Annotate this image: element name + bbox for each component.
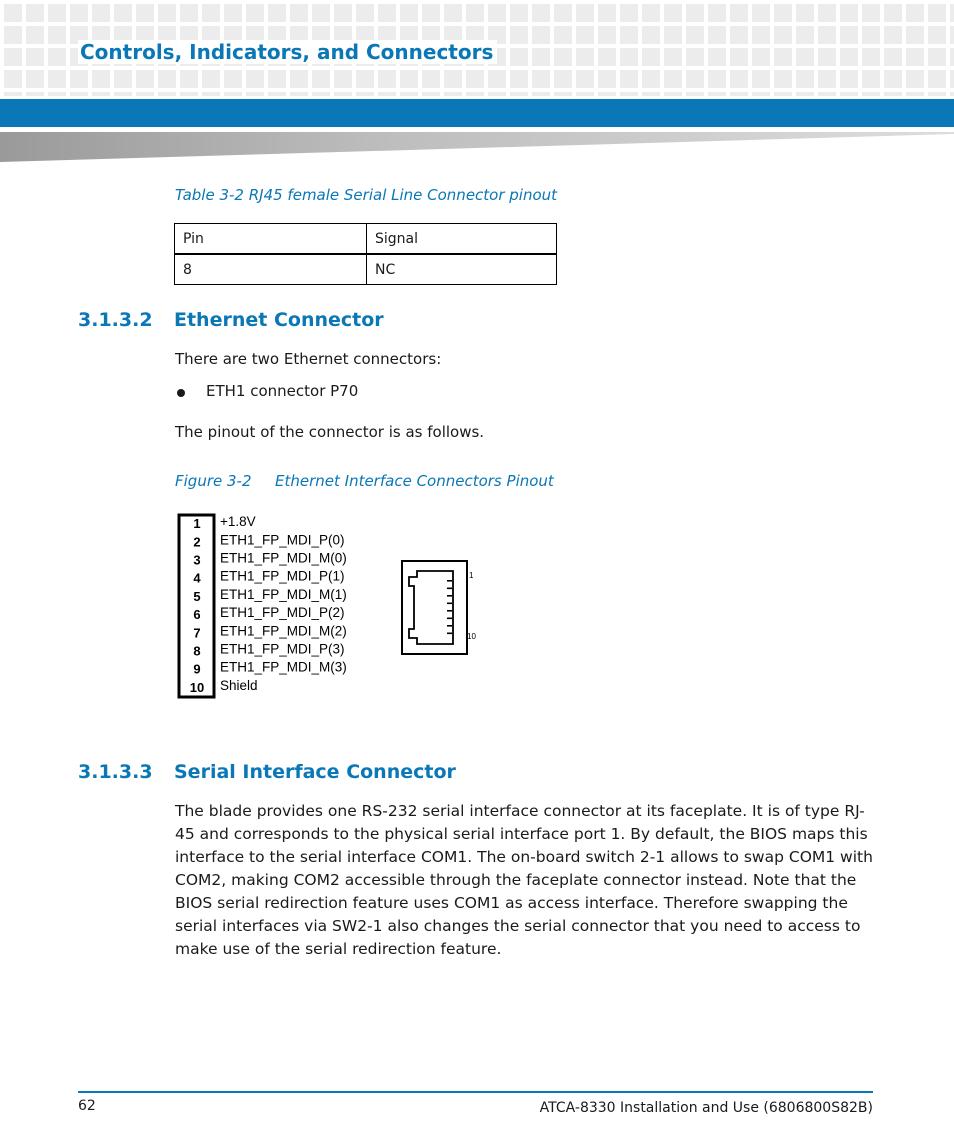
connector-label-top: 1: [469, 571, 474, 580]
pin-signal: ETH1_FP_MDI_P(1): [220, 568, 345, 584]
pin-number: 10: [189, 679, 205, 695]
figure-title: Ethernet Interface Connectors Pinout: [275, 472, 554, 490]
table-caption: Table 3-2 RJ45 female Serial Line Connector pinout: [175, 186, 558, 204]
table-cell-pin: 8: [175, 254, 367, 285]
section-number: 3.1.3.2: [78, 309, 153, 331]
section-number: 3.1.3.3: [78, 761, 153, 783]
pin-signal: ETH1_FP_MDI_M(2): [220, 623, 347, 639]
rj45-contact: [447, 633, 452, 635]
pin-signal: ETH1_FP_MDI_P(2): [220, 605, 345, 621]
pin-number: 9: [193, 661, 201, 677]
pin-signal: Shield: [220, 677, 258, 693]
bullet-text: ETH1 connector P70: [206, 382, 359, 400]
rj45-contact: [447, 588, 452, 590]
serial-body-text: The blade provides one RS-232 serial interface connector at its faceplate. It is of type RJ-45 and corresponds to the physical serial interface port 1. By default, the BIOS maps this interface to the serial interface COM1. The on-board switch 2-1 allows to swap COM1 with COM2, making COM2 accessible through the faceplate connector instead. Note that the BIOS serial redirection feature uses COM1 as access interface. Therefore swapping the serial interfaces via SW2-1 also changes the serial connector that you need to access to make use of the serial redirection feature.: [175, 802, 873, 958]
rj45-contact: [447, 595, 452, 597]
rj45-connector-drawing: [402, 561, 467, 654]
rj45-jack-outline: [409, 571, 453, 644]
table-header-row: [175, 224, 557, 255]
pin-signal: ETH1_FP_MDI_M(0): [220, 550, 347, 566]
header-grey-swoosh: [0, 132, 954, 162]
bullet-dot-icon: [177, 389, 185, 397]
pin-signal: +1.8V: [220, 514, 256, 530]
table-row: [175, 254, 557, 285]
pin-number: 6: [193, 607, 201, 623]
table-cell-signal: NC: [367, 254, 557, 285]
rj45-contact: [447, 625, 452, 627]
section-heading-serial: [78, 761, 456, 783]
pin-number: 2: [193, 534, 201, 550]
pin-number: 4: [193, 570, 201, 586]
page-number: 62: [78, 1098, 96, 1114]
table-header-pin: Pin: [175, 224, 367, 255]
pin-signal: ETH1_FP_MDI_P(3): [220, 641, 345, 657]
pin-number: 1: [193, 516, 201, 532]
pin-number: 3: [193, 552, 201, 568]
rj45-contacts: [447, 580, 452, 634]
section-title: Ethernet Connector: [174, 309, 384, 331]
footer-divider: [78, 1091, 873, 1093]
pinout-table: [174, 223, 557, 285]
header-blue-band: [0, 99, 954, 127]
ethernet-intro: There are two Ethernet connectors:: [175, 350, 442, 368]
rj45-contact: [447, 580, 452, 582]
figure-label: Figure 3-2: [175, 472, 252, 490]
pin-number: 5: [193, 588, 201, 604]
page-header-title: Controls, Indicators, and Connectors: [78, 40, 497, 64]
pin-number: 8: [193, 643, 201, 659]
pin-signal: ETH1_FP_MDI_P(0): [220, 532, 345, 548]
pin-signal: ETH1_FP_MDI_M(3): [220, 659, 347, 675]
ethernet-followup: The pinout of the connector is as follows.: [175, 423, 485, 441]
figure-caption: [175, 472, 735, 492]
rj45-outer: [402, 561, 467, 654]
pin-signal: ETH1_FP_MDI_M(1): [220, 586, 347, 602]
pin-number: 7: [193, 625, 201, 641]
section-title: Serial Interface Connector: [174, 761, 456, 783]
rj45-contact: [447, 618, 452, 620]
rj45-contact: [447, 610, 452, 612]
section-heading-ethernet: [78, 309, 384, 331]
connector-label-bottom: 10: [467, 632, 476, 641]
ethernet-pinout-figure: [170, 508, 510, 713]
table-header-signal: Signal: [367, 224, 557, 255]
rj45-contact: [447, 603, 452, 605]
document-title: ATCA-8330 Installation and Use (6806800S82B): [539, 1100, 873, 1116]
